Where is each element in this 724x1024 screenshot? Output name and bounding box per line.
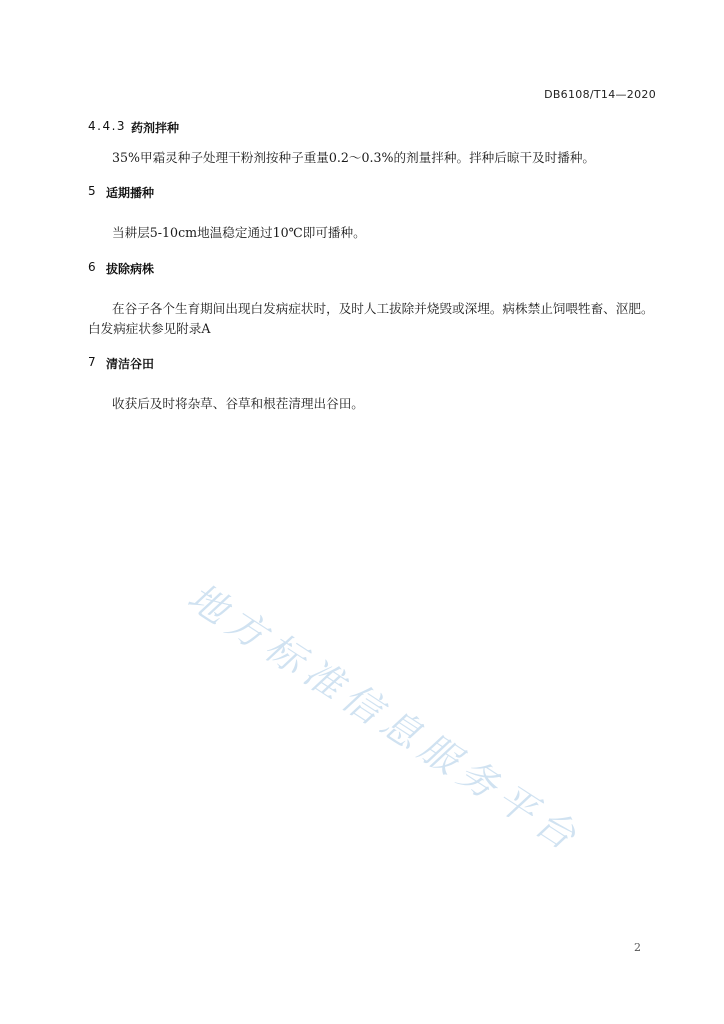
section-number: 6 [88, 260, 98, 274]
section-body-line: 收获后及时将杂草、谷草和根茬清理出谷田。 [112, 396, 364, 411]
section-title: 拔除病株 [106, 262, 155, 276]
section-title: 清洁谷田 [106, 357, 155, 371]
section-title: 药剂拌种 [131, 121, 180, 135]
section-number: 7 [88, 355, 98, 369]
watermark: 地方标准信息服务平台 [179, 574, 590, 863]
section-number: 4.4.3 [88, 119, 127, 133]
section-body-line: 在谷子各个生育期间出现白发病症状时，及时人工拔除并烧毁或深埋。病株禁止饲喂牲畜、沤肥。 [112, 301, 654, 316]
page-number: 2 [634, 941, 641, 954]
section-number: 5 [88, 184, 98, 198]
section-body-line: 白发病症状参见附录A [88, 321, 211, 336]
section-body-line: 当耕层5-10cm地温稳定通过10℃即可播种。 [112, 225, 366, 240]
section-title: 适期播种 [106, 186, 155, 200]
section-body-line: 35%甲霜灵种子处理干粉剂按种子重量0.2～0.3%的剂量拌种。拌种后晾干及时播种。 [112, 150, 596, 165]
document-code: DB6108/T14—2020 [544, 88, 656, 101]
